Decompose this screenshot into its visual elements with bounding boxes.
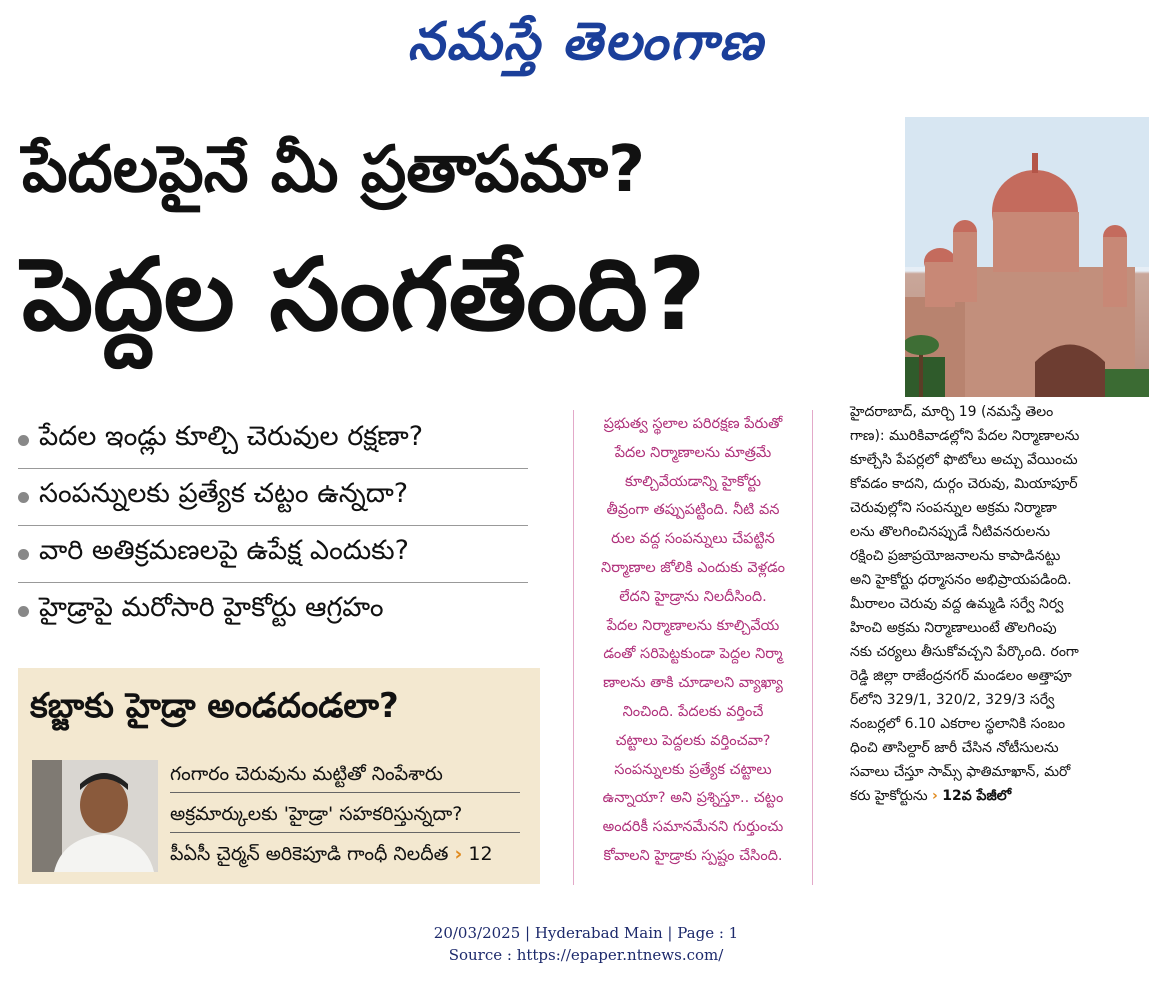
body-line: కోవడం కాదని, దుర్గం చెరువు, మియాపూర్ [850, 476, 1078, 492]
highlight-line: ణాలను తాకి చూడాలని వ్యాఖ్యా [603, 675, 783, 692]
headline-line-2: పెద్దల సంగతేంది? [22, 236, 706, 353]
body-line: చెరువుల్లోని సంపన్నుల అక్రమ నిర్మాణా [850, 500, 1057, 516]
highlight-line: పేదల నిర్మాణాలను కూల్చివేయ [606, 617, 780, 634]
person-portrait-image [32, 760, 158, 872]
bullet-text: వారి అతిక్రమణలపై ఉపేక్ష ఎందుకు? [39, 535, 409, 566]
body-line: ధించి తాసిల్దార్ జారీ చేసిన నోటీసులను [850, 740, 1059, 756]
page-footer [0, 922, 1172, 966]
highlight-line: తీవ్రంగా తప్పుపట్టింది. నీటి వన [606, 502, 780, 519]
body-line: సవాలు చేస్తూ సామ్స్ ఫాతిమాఖాన్, మరో [850, 764, 1071, 780]
body-line-text: కరు హైకోర్టును [850, 788, 928, 804]
bullet-text: హైడ్రాపై మరోసారి హైకోర్టు ఆగ్రహం [39, 592, 384, 623]
body-line-last [850, 784, 1160, 808]
body-line: అని హైకోర్టు ధర్మాసనం అభిప్రాయపడింది. [850, 572, 1072, 588]
related-story-box [18, 668, 540, 884]
body-line: నకు చర్యలు తీసుకోవచ్చని పేర్కొంది. రంగా [850, 644, 1079, 660]
page-ref: 12 [468, 843, 493, 865]
page-arrow-icon: › [454, 843, 463, 865]
continued-arrow-icon: › [932, 788, 938, 804]
highlight-line: పేదల నిర్మాణాలను మాత్రమే [614, 444, 772, 461]
bullet-item [18, 526, 528, 583]
highlight-line: డంతో సరిపెట్టకుండా పెద్దల నిర్మా [603, 646, 783, 663]
highlight-line: ప్రభుత్వ స్థలాల పరిరక్షణ పేరుతో [603, 416, 783, 432]
highlight-line: అందరికీ సమానమేనని గుర్తుంచు [602, 819, 784, 836]
highlight-line: కూల్చివేయడాన్ని హైకోర్టు [624, 473, 762, 490]
body-line: హైదరాబాద్, మార్చి 19 (నమస్తే తెలం [850, 404, 1054, 420]
body-line: లను తొలగించినప్పుడే నీటివనరులను [850, 524, 1051, 540]
highlight-line: ఉన్నాయా? అని ప్రశ్నిస్తూ.. చట్టం [602, 790, 784, 807]
bullet-dot-icon [18, 435, 29, 446]
high-court-photo [905, 117, 1149, 397]
highlight-line: రుల వద్ద సంపన్నులు చేపట్టిన [611, 531, 775, 548]
body-line: నంబర్లలో 6.10 ఎకరాల స్థలానికి సంబం [850, 716, 1066, 732]
footer-source-link[interactable]: Source : https://epaper.ntnews.com/ [448, 946, 724, 964]
person-photo [32, 760, 158, 872]
body-line: హించి అక్రమ నిర్మాణాలుంటే తొలగింపు [850, 620, 1057, 636]
related-story-line: గంగారం చెరువును మట్టితో నింపేశారు [170, 756, 520, 793]
high-court-building-image [905, 117, 1149, 397]
newspaper-masthead: నమస్తే తెలంగాణ [407, 12, 765, 72]
highlight-line: చట్టాలు పెద్దలకు వర్తించవా? [615, 732, 771, 749]
article-body [850, 400, 1160, 808]
bullet-dot-icon [18, 492, 29, 503]
continued-page-ref: 12వ పేజీలో [942, 788, 1012, 804]
body-line: ర్‌లోని 329/1, 320/2, 329/3 సర్వే [850, 692, 1055, 708]
related-story-line-text: పీఏసీ చైర్మన్ అరికెపూడి గాంధీ నిలదీత [170, 843, 449, 865]
bullet-item [18, 469, 528, 526]
related-story-line-last [170, 836, 520, 872]
footer-edition-info: 20/03/2025 | Hyderabad Main | Page : 1 [433, 924, 739, 942]
body-line: రెడ్డి జిల్లా రాజేంద్రనగర్ మండలం అత్తాపూ [850, 668, 1072, 684]
body-line: మీరాలం చెరువు వద్ద ఉమ్మడి సర్వే నిర్వ [850, 596, 1064, 612]
related-story-title: కబ్జాకు హైడ్రా అండదండలా? [30, 686, 399, 726]
highlight-column [573, 410, 813, 885]
related-story-line: అక్రమార్కులకు 'హైడ్రా' సహకరిస్తున్నదా? [170, 796, 520, 833]
bullet-text: సంపన్నులకు ప్రత్యేక చట్టం ఉన్నదా? [39, 478, 409, 509]
bullet-text: పేదల ఇండ్లు కూల్చి చెరువుల రక్షణా? [39, 421, 424, 452]
highlight-line: కోవాలని హైడ్రాకు స్పష్టం చేసింది. [603, 847, 783, 864]
headline-line-1: పేదలపైనే మీ ప్రతాపమా? [22, 133, 646, 207]
highlight-line: నిర్మాణాల జోలికి ఎందుకు వెళ్లడం [601, 559, 785, 576]
bullet-list [18, 412, 528, 639]
bullet-dot-icon [18, 606, 29, 617]
highlight-line: సంపన్నులకు ప్రత్యేక చట్టాలు [614, 761, 772, 778]
bullet-item [18, 583, 528, 639]
bullet-item [18, 412, 528, 469]
highlight-line: నించింది. పేదలకు వర్తించే [622, 703, 764, 720]
bullet-dot-icon [18, 549, 29, 560]
body-line: కూల్చేసి పేపర్లలో ఫొటోలు అచ్చు వేయించు [850, 452, 1078, 468]
highlight-line: లేదని హైడ్రాను నిలదీసింది. [619, 588, 767, 605]
body-line: గాణ): మురికివాడల్లోని పేదల నిర్మాణాలను [850, 428, 1080, 444]
body-line: రక్షించి ప్రజాప్రయోజనాలను కాపాడినట్టు [850, 548, 1061, 564]
